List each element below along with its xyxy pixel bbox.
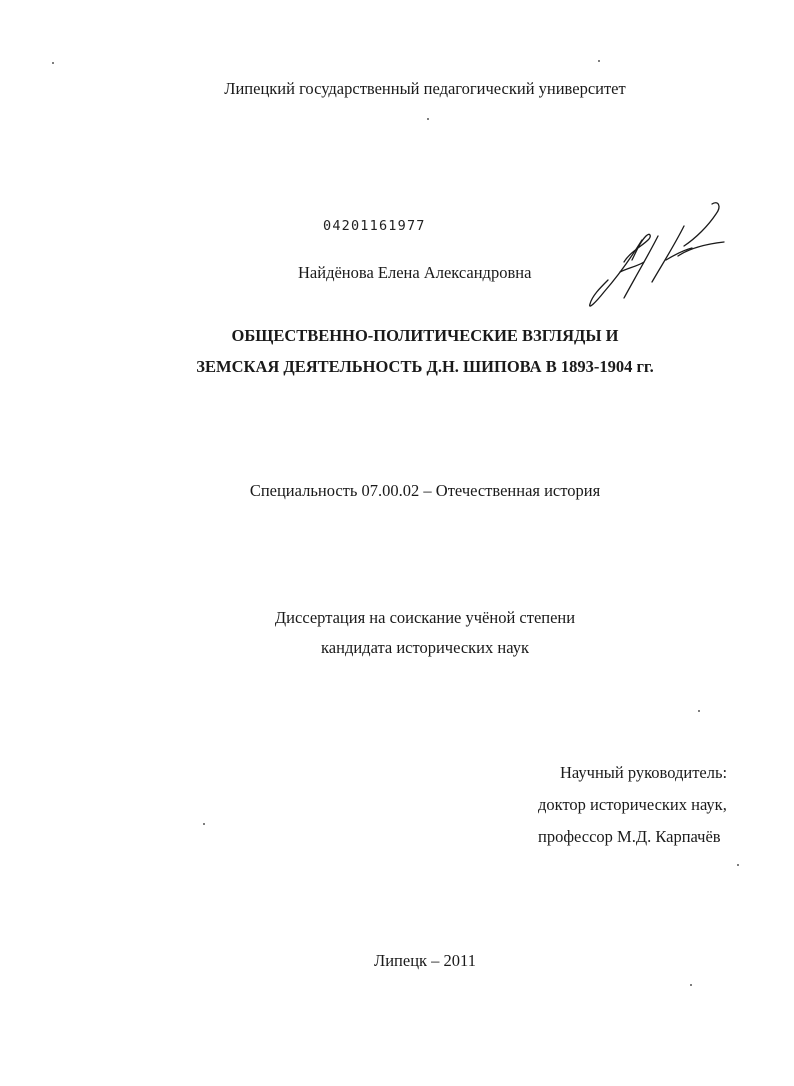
scan-speck: [737, 864, 739, 866]
scan-speck: [203, 823, 205, 825]
city-and-year: Липецк – 2011: [374, 951, 476, 970]
specialty: Специальность 07.00.02 – Отечественная история: [249, 481, 601, 500]
degree-statement-line-2: кандидата исторических наук: [321, 638, 529, 657]
scan-speck: [690, 984, 692, 986]
supervisor-name: профессор М.Д. Карпачёв: [538, 827, 721, 846]
thesis-title-line-2: ЗЕМСКАЯ ДЕЯТЕЛЬНОСТЬ Д.Н. ШИПОВА В 1893-1904 гг.: [196, 357, 654, 376]
degree-statement-line-1: Диссертация на соискание учёной степени: [274, 608, 576, 627]
author-name: Найдёнова Елена Александровна: [298, 263, 532, 282]
registration-code: 04201161977: [323, 218, 426, 234]
scan-speck: [52, 62, 54, 64]
scan-speck: [598, 60, 600, 62]
supervisor-degree: доктор исторических наук,: [538, 795, 727, 814]
scan-speck: [427, 118, 429, 120]
scan-speck: [698, 710, 700, 712]
university-name: Липецкий государственный педагогический университет: [224, 79, 626, 98]
supervisor-label: Научный руководитель:: [560, 763, 728, 782]
thesis-title-line-1: ОБЩЕСТВЕННО-ПОЛИТИЧЕСКИЕ ВЗГЛЯДЫ И: [231, 326, 619, 345]
handwritten-signature: [580, 196, 730, 314]
